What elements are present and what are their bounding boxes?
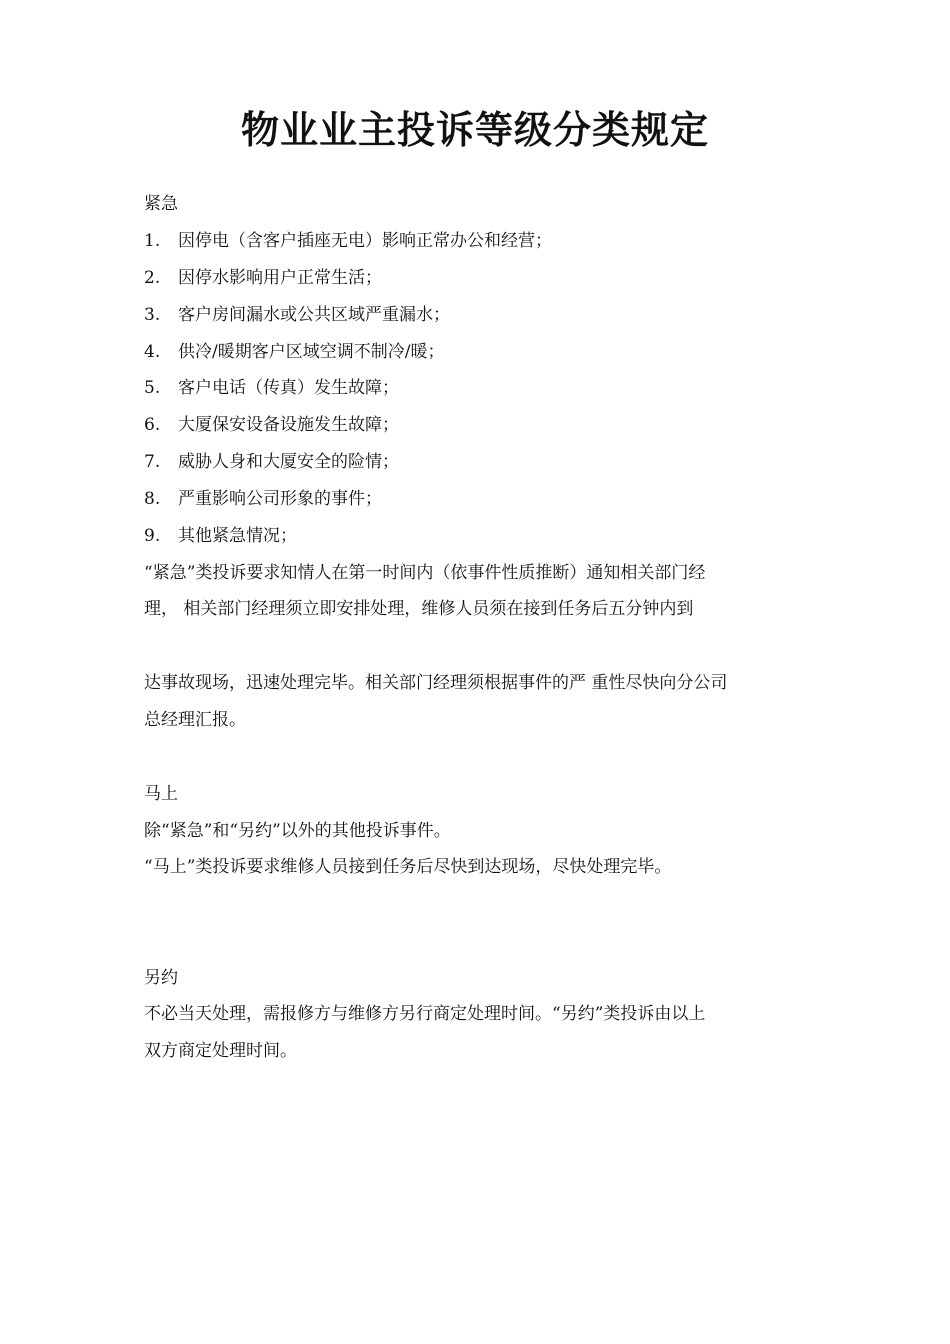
list-item	[144, 229, 552, 253]
paragraph-line: 双方商定处理时间。	[144, 1041, 297, 1061]
list-item	[144, 413, 399, 437]
list-item	[144, 376, 399, 400]
paragraph-line: 达事故现场，迅速处理完毕。相关部门经理须根据事件的严 重性尽快向分公司	[144, 673, 728, 693]
paragraph-line: 除“紧急”和“另约”以外的其他投诉事件。	[144, 821, 451, 841]
list-item-number: 7.	[144, 452, 161, 472]
list-item	[144, 340, 444, 364]
list-item-number: 4.	[144, 342, 161, 362]
list-item-number: 1.	[144, 231, 161, 251]
list-item-number: 6.	[144, 415, 161, 435]
list-item	[144, 487, 382, 511]
list-item-text: 威胁人身和大厦安全的险情；	[178, 452, 399, 472]
paragraph-line: 理， 相关部门经理须立即安排处理，维修人员须在接到任务后五分钟内到	[144, 599, 694, 619]
list-item-text: 因停电（含客户插座无电）影响正常办公和经营；	[178, 231, 552, 251]
list-item-number: 8.	[144, 489, 161, 509]
section-heading-appointment: 另约	[144, 968, 178, 988]
paragraph-line: 总经理汇报。	[144, 710, 246, 730]
paragraph-line: 不必当天处理，需报修方与维修方另行商定处理时间。“另约”类投诉由以上	[144, 1004, 706, 1024]
paragraph-line: “紧急”类投诉要求知情人在第一时间内（依事件性质推断）通知相关部门经	[144, 563, 706, 583]
section-heading-urgent: 紧急	[144, 194, 178, 214]
list-item-text: 其他紧急情况；	[178, 526, 297, 546]
list-item-text: 供冷/暖期客户区域空调不制冷/暖；	[178, 342, 445, 362]
list-item-text: 客户电话（传真）发生故障；	[178, 378, 399, 398]
list-item	[144, 524, 297, 548]
list-item-number: 3.	[144, 305, 161, 325]
list-item	[144, 303, 450, 327]
list-item-text: 严重影响公司形象的事件；	[178, 489, 382, 509]
list-item-number: 5.	[144, 378, 161, 398]
list-item-text: 客户房间漏水或公共区域严重漏水；	[178, 305, 450, 325]
paragraph-line: “马上”类投诉要求维修人员接到任务后尽快到达现场，尽快处理完毕。	[144, 857, 672, 877]
document-title: 物业业主投诉等级分类规定	[240, 108, 709, 152]
list-item	[144, 450, 399, 474]
list-item	[144, 266, 382, 290]
list-item-text: 因停水影响用户正常生活；	[178, 268, 382, 288]
list-item-number: 9.	[144, 526, 161, 546]
list-item-number: 2.	[144, 268, 161, 288]
list-item-text: 大厦保安设备设施发生故障；	[178, 415, 399, 435]
section-heading-immediate: 马上	[144, 784, 178, 804]
